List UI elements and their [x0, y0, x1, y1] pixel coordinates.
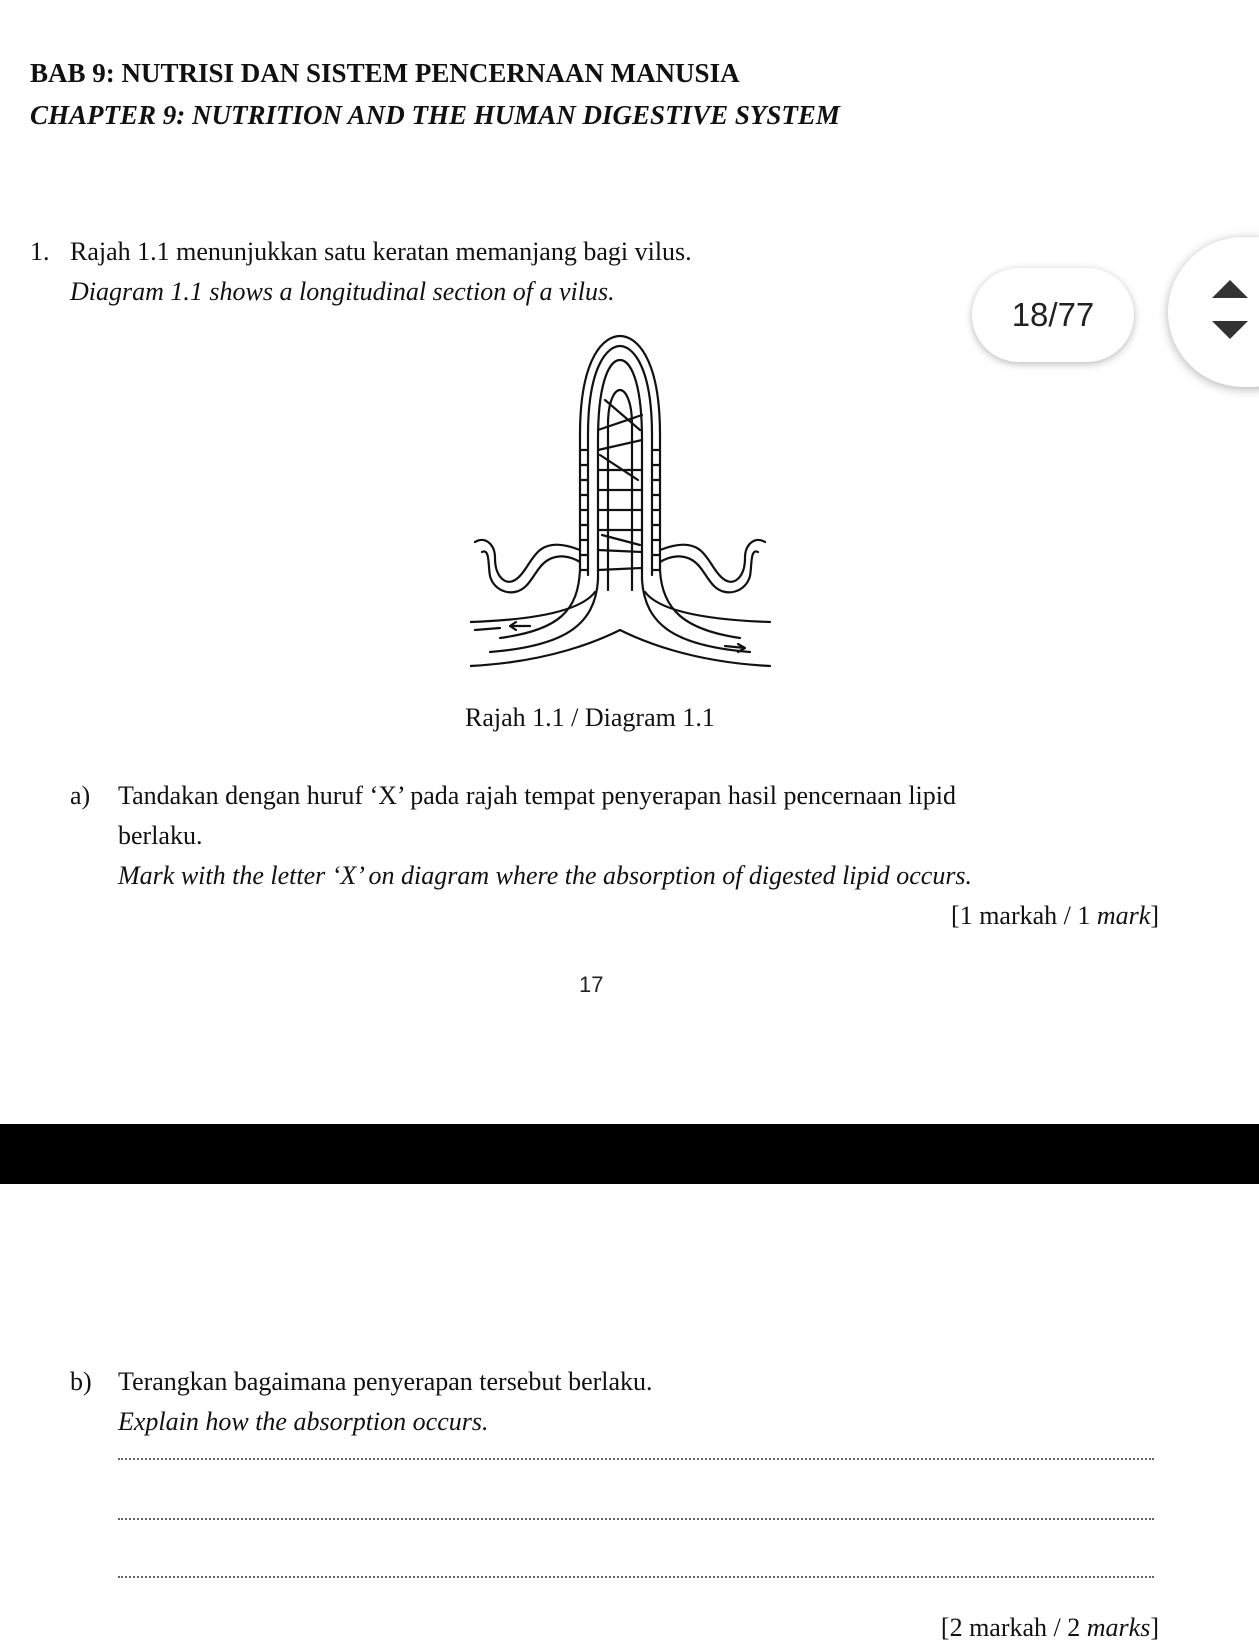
answer-line — [118, 1458, 1154, 1460]
part-a-text-en: Mark with the letter ‘X’ on diagram where the absorption of digested lipid occurs. — [118, 861, 973, 890]
part-b-marks-prefix: [2 markah / 2 — [940, 1613, 1087, 1642]
villus-diagram — [470, 330, 780, 685]
chapter-title-en: CHAPTER 9: NUTRITION AND THE HUMAN DIGESTIVE SYSTEM — [30, 100, 840, 130]
part-b-letter: b) — [70, 1367, 92, 1396]
page-number: 17 — [579, 972, 604, 997]
question-intro-ms: Rajah 1.1 menunjukkan satu keratan memanjang bagi vilus. — [70, 237, 692, 266]
part-a-text-ms-line2: berlaku. — [118, 821, 203, 850]
part-a-marks-prefix: [1 markah / 1 — [951, 901, 1097, 930]
chevron-down-icon[interactable] — [1212, 321, 1248, 339]
chapter-title-ms: BAB 9: NUTRISI DAN SISTEM PENCERNAAN MANUSIA — [30, 58, 740, 88]
page-indicator[interactable]: 18/77 — [972, 268, 1134, 362]
part-b-marks-suffix: ] — [1150, 1613, 1159, 1642]
part-b-marks — [941, 1612, 1159, 1644]
part-a-letter: a) — [70, 781, 91, 810]
page-break — [0, 1124, 1259, 1184]
question-intro-en: Diagram 1.1 shows a longitudinal section of a vilus. — [70, 277, 615, 306]
part-a-text-ms-line1: Tandakan dengan huruf ‘X’ pada rajah tempat penyerapan hasil pencernaan lipid — [118, 781, 956, 810]
part-a-marks-suffix: ] — [1150, 901, 1159, 930]
answer-line — [118, 1518, 1154, 1520]
part-b-marks-italic: marks — [1086, 1613, 1151, 1642]
part-a-marks — [951, 900, 1159, 932]
scroll-handle[interactable] — [1168, 237, 1259, 387]
part-b-text-ms: Terangkan bagaimana penyerapan tersebut berlaku. — [118, 1367, 653, 1396]
part-b-text-en: Explain how the absorption occurs. — [118, 1407, 489, 1436]
chevron-up-icon[interactable] — [1212, 280, 1248, 298]
diagram-caption: Rajah 1.1 / Diagram 1.1 — [465, 703, 715, 732]
answer-line — [118, 1576, 1154, 1578]
part-a-marks-italic: mark — [1096, 901, 1151, 930]
question-number: 1. — [30, 237, 50, 266]
